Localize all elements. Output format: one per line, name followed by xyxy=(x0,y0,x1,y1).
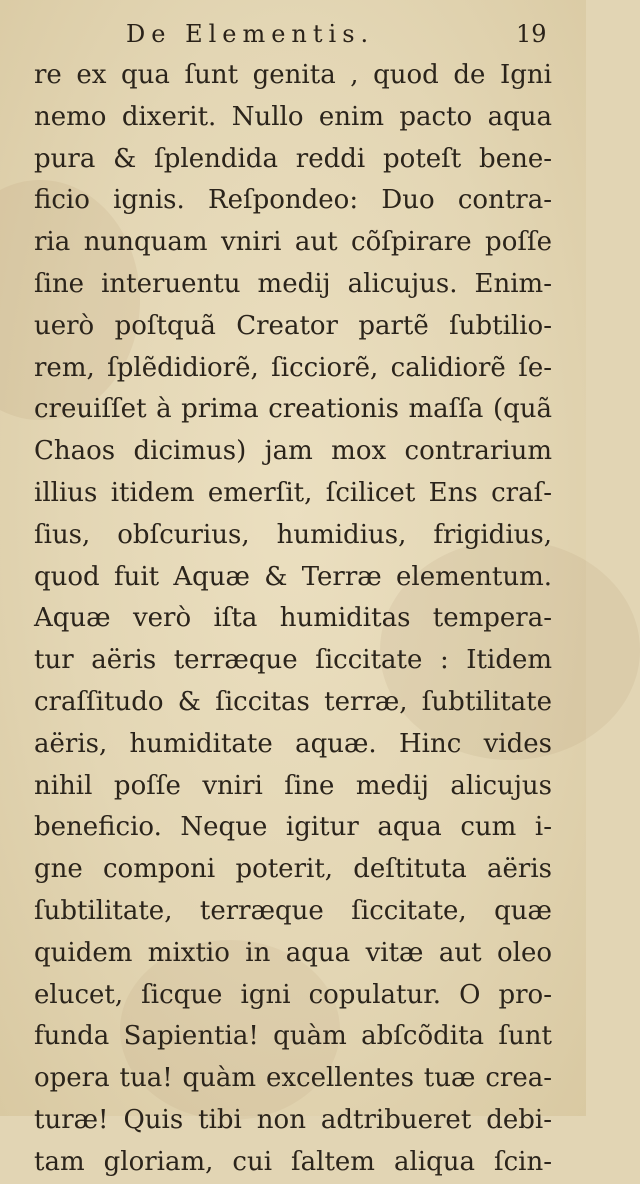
text-line: craſſitudo & ſiccitas terræ, ſubtilitate xyxy=(34,686,552,717)
text-line: tur aëris terræque ſiccitate : Itidem xyxy=(34,645,552,676)
text-line: rem, ſplẽdidiorẽ, ſicciorẽ, calidiorẽ ſe- xyxy=(34,352,552,383)
text-line: beneficio. Neque igitur aqua cum i- xyxy=(34,812,552,843)
running-head-title: De Elementis. xyxy=(126,20,375,48)
text-line: creuiſſet à prima creationis maſſa (quã xyxy=(34,394,552,425)
text-line: nemo dixerit. Nullo enim pacto aqua xyxy=(34,101,552,132)
text-line: quod fuit Aquæ & Terræ elementum. xyxy=(34,561,552,592)
text-line: ficio ignis. Reſpondeo: Duo contra- xyxy=(34,185,552,216)
text-line: Chaos dicimus) jam mox contrarium xyxy=(34,436,552,467)
text-line: ſine interuentu medij alicujus. Enim- xyxy=(34,268,552,299)
text-line: opera tua! quàm excellentes tuæ crea- xyxy=(34,1063,552,1094)
page-number: 19 xyxy=(516,20,547,48)
running-head xyxy=(0,14,586,54)
text-line: quidem mixtio in aqua vitæ aut oleo xyxy=(34,937,552,968)
text-line: tam gloriam, cui ſaltem aliqua ſcin- xyxy=(34,1146,552,1177)
text-line: pura & ſplendida reddi poteſt bene- xyxy=(34,143,552,174)
text-line: nihil poſſe vniri ſine medij alicujus xyxy=(34,770,552,801)
text-line: gne componi poterit, deſtituta aëris xyxy=(34,854,552,885)
text-line: aëris, humiditate aquæ. Hinc vides xyxy=(34,728,552,759)
text-line: funda Sapientia! quàm abſcõdita ſunt xyxy=(34,1021,552,1052)
text-line: turæ! Quis tibi non adtribueret debi- xyxy=(34,1104,552,1135)
text-line: elucet, ſicque igni copulatur. O pro- xyxy=(34,979,552,1010)
text-line: ria nunquam vniri aut cõſpirare poſſe xyxy=(34,227,552,258)
text-line: ſubtilitate, terræque ſiccitate, quæ xyxy=(34,895,552,926)
text-line: uerò poſtquã Creator partẽ ſubtilio- xyxy=(34,310,552,341)
text-line: ſius, obſcurius, humidius, frigidius, xyxy=(34,519,552,550)
text-line: Aquæ verò iſta humiditas tempera- xyxy=(34,603,552,634)
text-line: re ex qua ſunt genita , quod de Igni xyxy=(34,60,552,90)
text-line: illius itidem emerſit, ſcilicet Ens craſ- xyxy=(34,477,552,508)
body-text xyxy=(34,55,552,1184)
